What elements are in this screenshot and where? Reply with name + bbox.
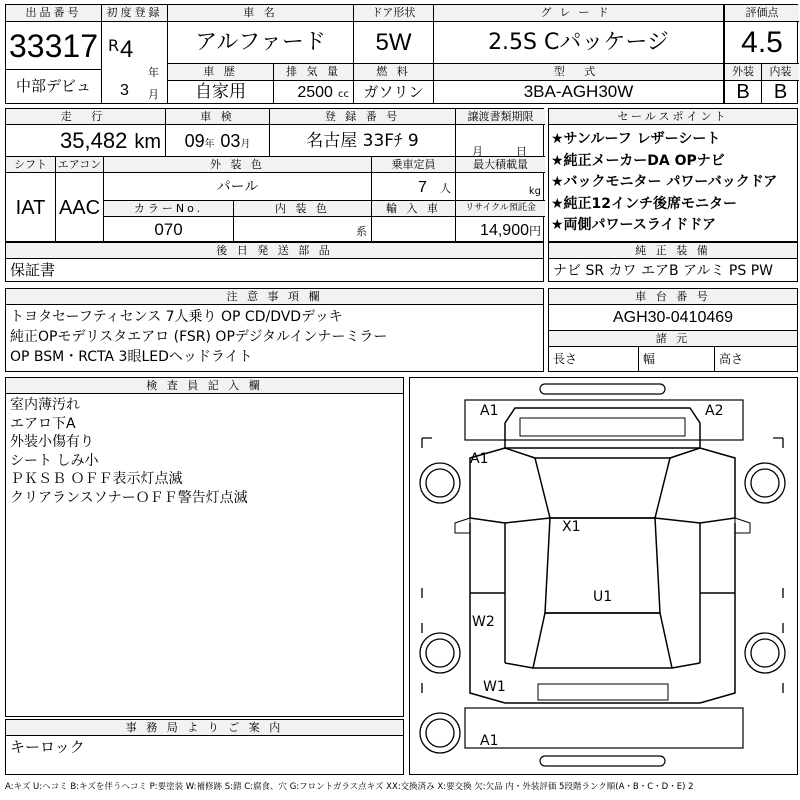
displacement-label: 排 気 量 bbox=[274, 64, 354, 81]
interior-color-label: 内 装 色 bbox=[234, 201, 372, 217]
inspector-line: クリアランスソナーＯＦＦ警告灯点滅 bbox=[10, 489, 248, 506]
chassis-value: AGH30-0410469 bbox=[549, 305, 797, 331]
mark-w1-left-rear-quarter: W1 bbox=[483, 679, 506, 695]
inspector-list bbox=[8, 396, 248, 507]
note-line: OP BSM・RCTA 3眼LEDヘッドライト bbox=[10, 349, 253, 365]
door-value: 5W bbox=[354, 22, 434, 64]
selling-points-box bbox=[548, 108, 798, 242]
car-name-value: アルファード bbox=[168, 22, 354, 64]
damage-diagram-box bbox=[409, 377, 798, 775]
recycle-unit: 円 bbox=[528, 224, 541, 238]
mark-x1-windshield: X1 bbox=[562, 519, 581, 535]
inspector-line: エアロ下A bbox=[10, 415, 76, 432]
mark-u1-roof: U1 bbox=[593, 589, 613, 605]
first-reg-year: 4 bbox=[120, 36, 134, 63]
color-no-label: カラーNo. bbox=[104, 201, 234, 217]
mark-a1-front-left: A1 bbox=[480, 403, 499, 419]
transfer-label: 譲渡書類期限 bbox=[456, 109, 545, 125]
selling-point-item: ★純正12インチ後席モニター bbox=[551, 195, 738, 212]
max-load-unit: kg bbox=[528, 186, 541, 197]
note-line: 純正OPモデリスタエアロ (FSR) OPデジタルインナーミラー bbox=[10, 329, 388, 345]
shift-value: IAT bbox=[6, 173, 56, 243]
displacement-unit: cc bbox=[338, 89, 349, 100]
selling-points-label: セールスポイント bbox=[549, 109, 797, 125]
grade-value: 2.5S Cパッケージ bbox=[434, 22, 724, 64]
interior-color-value bbox=[234, 217, 372, 243]
color-label: 外 装 色 bbox=[104, 157, 372, 173]
recycle-label: リサイクル預託金 bbox=[456, 201, 545, 217]
first-reg-year-unit: 年 bbox=[148, 66, 159, 79]
recycle-number: 14,900 bbox=[480, 222, 529, 239]
mileage-unit: km bbox=[134, 131, 161, 153]
header-box bbox=[5, 4, 798, 104]
inspector-line: 室内薄汚れ bbox=[10, 397, 80, 413]
first-reg-value bbox=[102, 22, 168, 103]
displacement-value bbox=[274, 81, 354, 103]
car-name-label: 車 名 bbox=[168, 5, 354, 22]
notes-box bbox=[5, 288, 544, 372]
car-damage-diagram bbox=[410, 378, 797, 774]
selling-points-list bbox=[551, 129, 797, 237]
interior-score: B bbox=[773, 81, 788, 103]
mark-a1-left-front: A1 bbox=[470, 451, 489, 467]
exterior-score: B bbox=[724, 81, 762, 103]
inspection-month-unit: 月 bbox=[240, 139, 251, 150]
mileage-value bbox=[6, 125, 166, 157]
spec-height bbox=[715, 347, 797, 371]
mark-a2-front-right: A2 bbox=[705, 403, 724, 419]
inspection-year-unit: 年 bbox=[204, 139, 215, 150]
transfer-value bbox=[456, 125, 545, 157]
score-value: 4.5 bbox=[724, 22, 799, 64]
inspector-line: 外装小傷有り bbox=[10, 434, 94, 450]
mark-w2-left-rear: W2 bbox=[472, 614, 495, 630]
later-parts-label: 後 日 発 送 部 品 bbox=[6, 243, 543, 259]
inspector-box bbox=[5, 377, 404, 717]
inspection-label: 車 検 bbox=[166, 109, 270, 125]
interior-label: 内装 bbox=[762, 64, 799, 81]
capacity-label: 乗車定員 bbox=[372, 157, 456, 173]
spec-height-label: 高さ bbox=[719, 352, 744, 366]
inspection-month: 03 bbox=[220, 131, 241, 151]
selling-point-item: ★サンルーフ レザーシート bbox=[551, 131, 721, 147]
interior-color-unit: 系 bbox=[356, 225, 367, 238]
office-label: 事 務 局 よ り ご 案 内 bbox=[6, 720, 403, 736]
inspection-year: 09 bbox=[184, 131, 205, 151]
spec-length bbox=[549, 347, 639, 371]
equipment-label: 純 正 装 備 bbox=[549, 243, 797, 259]
first-reg-month: 3 bbox=[120, 82, 129, 99]
office-box bbox=[5, 719, 404, 775]
later-parts-box bbox=[5, 242, 544, 282]
notes-label: 注 意 事 項 欄 bbox=[6, 289, 543, 305]
selling-point-item: ★両側パワースライドドア bbox=[551, 217, 717, 233]
mileage-label: 走 行 bbox=[6, 109, 166, 125]
legend: A:キズ U:ヘコミ B:キズを伴うヘコミ P:要塗装 W:補修跡 S:錆 C:腐食、穴 G:フロントガラス点キズ XX:交換済み X:要交換 欠:欠品 内・外装評価 5段階ランク順(A・B・C・D・E) 2 bbox=[5, 782, 694, 792]
inspection-value bbox=[166, 125, 270, 157]
displacement-number: 2500 bbox=[297, 84, 333, 101]
color-no-value: 070 bbox=[104, 217, 234, 243]
model-value: 3BA-AGH30W bbox=[434, 81, 724, 103]
transfer-month-unit: 月 bbox=[472, 145, 483, 157]
vehicle-info-box bbox=[5, 108, 544, 242]
import-value bbox=[372, 217, 456, 243]
recycle-value bbox=[456, 217, 545, 243]
aircon-value: AAC bbox=[56, 173, 104, 243]
door-label: ドア形状 bbox=[354, 5, 434, 22]
max-load-value bbox=[456, 173, 545, 201]
history-label: 車 歴 bbox=[168, 64, 274, 81]
lot-origin: 中部デビュ bbox=[6, 70, 102, 103]
notes-list bbox=[8, 307, 387, 367]
chassis-label: 車 台 番 号 bbox=[549, 289, 797, 305]
first-reg-month-unit: 月 bbox=[148, 88, 159, 101]
capacity-unit: 人 bbox=[440, 182, 451, 195]
mileage-number: 35,482 bbox=[60, 128, 128, 153]
import-label: 輸 入 車 bbox=[372, 201, 456, 217]
exterior-label: 外装 bbox=[724, 64, 762, 81]
equipment-value: ナビ SR カワ エアB アルミ PS PW bbox=[553, 263, 773, 279]
plate-label: 登 録 番 号 bbox=[270, 109, 456, 125]
fuel-value: ガソリン bbox=[354, 81, 434, 103]
fuel-label: 燃 料 bbox=[354, 64, 434, 81]
plate-value: 名古屋 33Fﾁ 9 bbox=[270, 125, 456, 157]
inspector-line: シート しみ小 bbox=[10, 452, 99, 469]
color-value: パール bbox=[104, 173, 372, 201]
equipment-box bbox=[548, 242, 798, 282]
selling-point-item: ★バックモニター パワーバックドア bbox=[551, 174, 778, 190]
office-value: キーロック bbox=[10, 738, 85, 756]
mark-a1-rear-bumper: A1 bbox=[480, 733, 499, 749]
first-reg-era: R bbox=[108, 36, 120, 55]
note-line: トヨタセーフティセンス 7人乗り OP CD/DVDデッキ bbox=[10, 309, 343, 325]
score-label: 評価点 bbox=[724, 5, 799, 22]
capacity-number: 7 bbox=[418, 179, 427, 196]
first-reg-label: 初度登録 bbox=[102, 5, 168, 22]
spec-length-label: 長さ bbox=[553, 352, 578, 366]
history-value: 自家用 bbox=[168, 81, 274, 103]
lot-label: 出品番号 bbox=[6, 5, 102, 22]
selling-point-item: ★純正メーカーDA OPナビ bbox=[551, 152, 725, 169]
chassis-box bbox=[548, 288, 798, 372]
specs-label: 諸 元 bbox=[549, 331, 797, 347]
inspector-line: ＰＫＳＢ ＯＦＦ表示灯点滅 bbox=[10, 471, 183, 487]
model-label: 型 式 bbox=[434, 64, 724, 81]
lot-number: 33317 bbox=[6, 22, 102, 70]
shift-label: シフト bbox=[6, 157, 56, 173]
spec-width-label: 幅 bbox=[643, 352, 656, 366]
later-parts-value: 保証書 bbox=[10, 261, 56, 279]
spec-width bbox=[639, 347, 715, 371]
grade-label: グレード bbox=[434, 5, 724, 22]
max-load-label: 最大積載量 bbox=[456, 157, 545, 173]
inspector-label: 検 査 員 記 入 欄 bbox=[6, 378, 403, 394]
aircon-label: エアコン bbox=[56, 157, 104, 173]
transfer-day-unit: 日 bbox=[516, 145, 527, 157]
capacity-value bbox=[372, 173, 456, 201]
